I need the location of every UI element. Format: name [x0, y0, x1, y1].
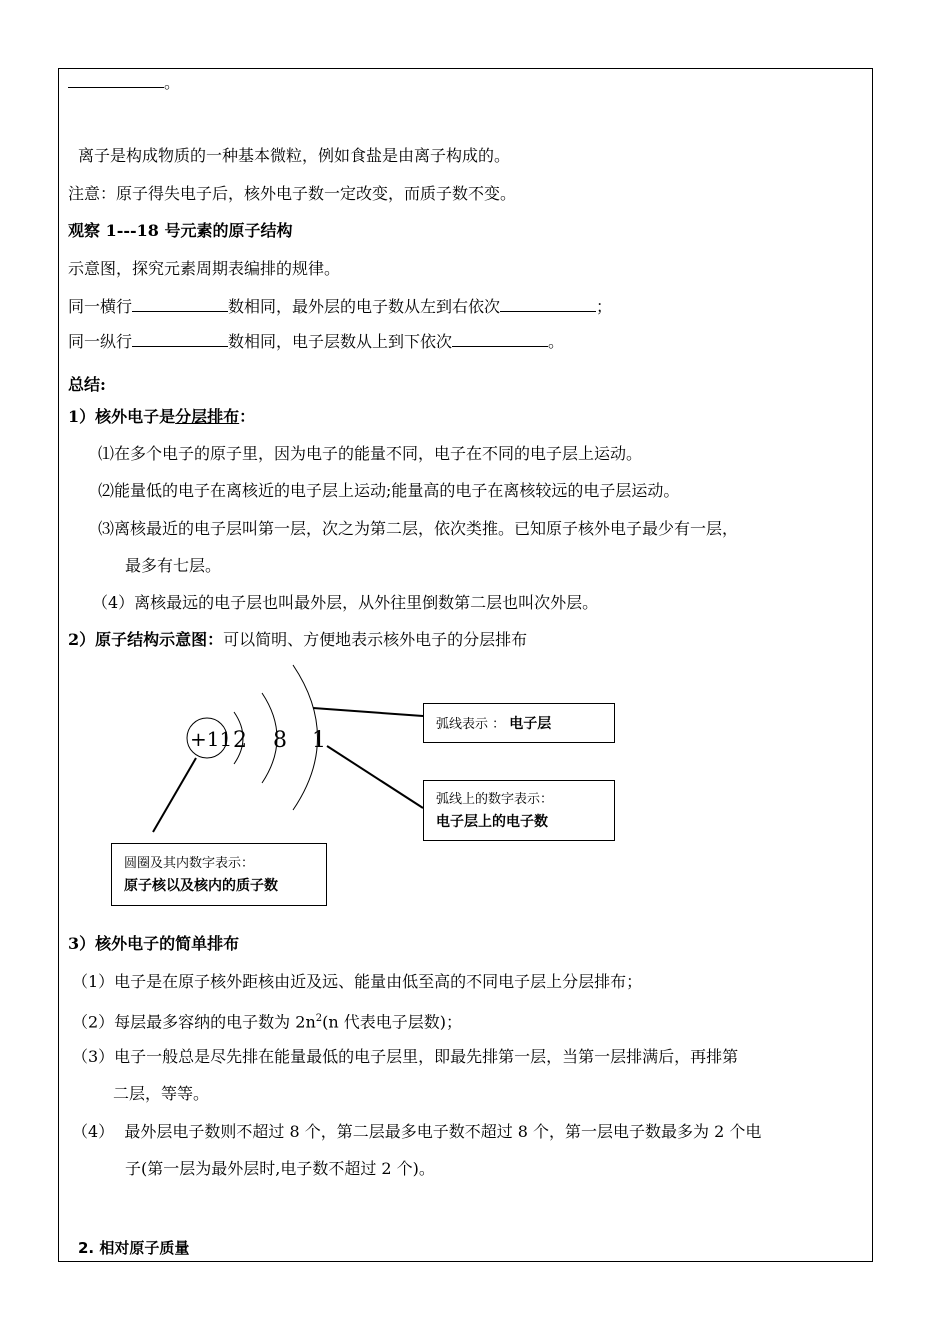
col-line-a: 同一纵行: [68, 332, 133, 351]
col-line-b: 数相同，电子层数从上到下依次: [228, 332, 453, 351]
arrange-p4a: （4） 最外层电子数则不超过 8 个，第二层最多电子数不超过 8 个，第一层电子数最多为 2 个电: [72, 1122, 762, 1141]
heading-1-prefix: 1）核外电子是: [68, 407, 176, 426]
callout-number-value: 电子层上的电子数: [436, 814, 548, 830]
note-paragraph: 注意：原子得失电子后，核外电子数一定改变，而质子数不变。: [68, 184, 517, 203]
arrange-title: 3）核外电子的简单排布: [68, 934, 240, 953]
pointer-line-number: [327, 746, 423, 808]
heading-2-bold: 2）原子结构示意图：: [68, 630, 224, 649]
callout-arc-label: 弧线表示 ：: [436, 717, 506, 732]
arrange-p4b: 子(第一层为最外层时,电子数不超过 2 个)。: [125, 1159, 435, 1178]
summary-p4: （4）离核最远的电子层也叫最外层，从外往里倒数第二层也叫次外层。: [92, 593, 599, 612]
callout-arc: [423, 703, 615, 743]
observe-line: 示意图，探究元素周期表编排的规律。: [68, 259, 341, 278]
top-suffix: 。: [164, 73, 181, 92]
arrange-p2-sup: 2: [315, 1013, 323, 1024]
pointer-line-circle: [153, 758, 196, 832]
callout-circle-value: 原子核以及核内的质子数: [124, 878, 278, 894]
section-2-title: 2. 相对原子质量: [78, 1239, 190, 1257]
arrange-p2b: (n 代表电子层数)；: [322, 1012, 463, 1032]
row-line-a: 同一横行: [68, 297, 133, 316]
summary-p2: ⑵能量低的电子在离核近的电子层上运动;能量高的电子在离核较远的电子层运动。: [98, 481, 680, 500]
shell-count-1: 2: [233, 728, 247, 753]
callout-circle-label: 圆圈及其内数字表示：: [124, 856, 255, 871]
arrange-p2: [72, 1008, 462, 1033]
summary-p1: ⑴在多个电子的原子里，因为电子的能量不同，电子在不同的电子层上运动。: [98, 444, 643, 463]
heading-1-underlined: 分层排布: [175, 407, 240, 426]
row-line-c: ；: [596, 297, 613, 316]
callout-circle: [111, 843, 327, 906]
heading-1-suffix: ：: [239, 407, 256, 426]
summary-p3a: ⑶离核最近的电子层叫第一层，次之为第二层，依次类推。已知原子核外电子最少有一层，: [98, 519, 739, 538]
heading-2-rest: 可以简明、方便地表示核外电子的分层排布: [223, 630, 528, 649]
row-line-b: 数相同，最外层的电子数从左到右依次: [228, 297, 501, 316]
col-line-c: 。: [548, 332, 565, 351]
pointer-line-arc: [313, 708, 423, 716]
callout-number: [423, 780, 615, 841]
callout-arc-value: 电子层: [509, 716, 552, 732]
arrange-p1: （1）电子是在原子核外距核由近及远、能量由低至高的不同电子层上分层排布；: [72, 972, 643, 991]
summary-p3b: 最多有七层。: [125, 556, 222, 575]
summary-title: 总结:: [68, 375, 106, 394]
callout-number-label: 弧线上的数字表示：: [436, 792, 554, 807]
nucleus-label: +11: [190, 727, 233, 751]
arrange-p3a: （3）电子一般总是尽先排在能量最低的电子层里，即最先排第一层，当第一层排满后，再排第: [72, 1047, 739, 1066]
shell-count-3: 1: [312, 728, 326, 753]
shell-count-2: 8: [273, 728, 287, 753]
observe-title: 观察 1---18 号元素的原子结构: [68, 221, 293, 240]
arrange-p3b: 二层，等等。: [113, 1084, 210, 1103]
ion-paragraph: 离子是构成物质的一种基本微粒，例如食盐是由离子构成的。: [78, 146, 511, 165]
arrange-p2a: （2）每层最多容纳的电子数为 2n: [72, 1012, 316, 1032]
